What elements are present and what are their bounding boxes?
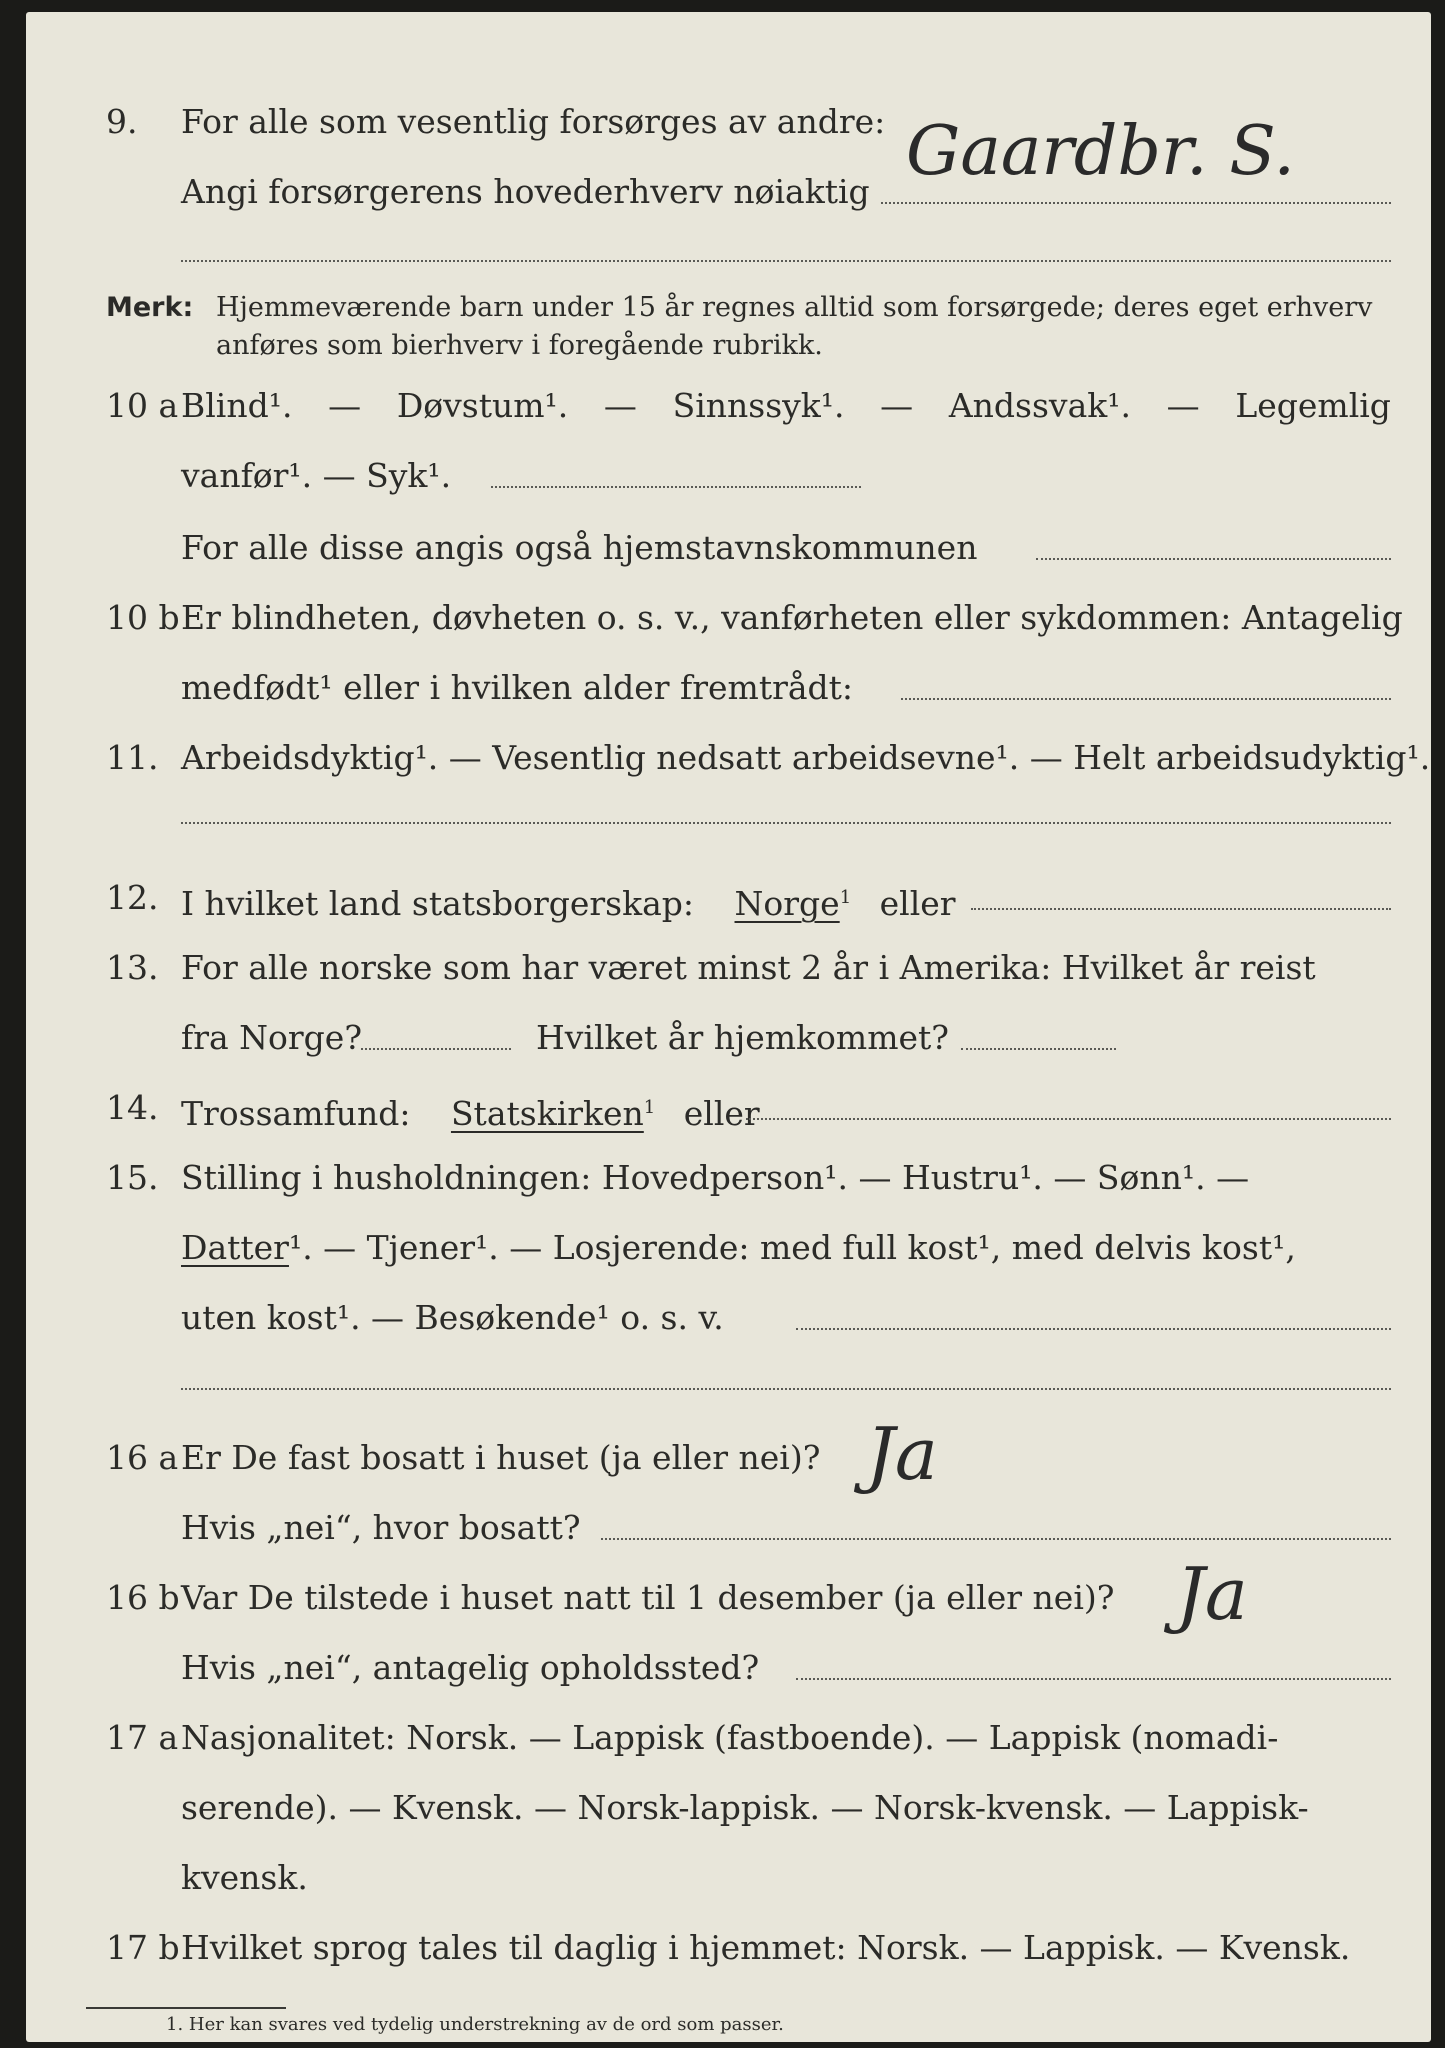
q17b-text-1: Hvilket sprog tales til daglig i hjemmet: Norsk. — Lappisk. — Kvensk.: [181, 1928, 1351, 1967]
q14-suffix: eller: [683, 1094, 760, 1133]
q12-underlined-answer: Norge: [734, 884, 840, 923]
q13-departure-line: [361, 1048, 511, 1050]
q11-answer-line: [181, 822, 1391, 824]
q10a-option: Døvstum¹.: [396, 386, 569, 425]
q17a-text-2: serende). — Kvensk. — Norsk-lappisk. — Norsk-kvensk. — Lappisk-: [181, 1788, 1309, 1827]
q16b-text-2: Hvis „nei“, antagelig opholdssted?: [181, 1648, 760, 1687]
q12-suffix: eller: [879, 884, 956, 923]
merk-label: Merk:: [106, 292, 194, 323]
q13-number: 13.: [106, 948, 159, 987]
q15-extra-line: [181, 1388, 1391, 1390]
q14-prefix: Trossamfund:: [181, 1094, 411, 1133]
q10a-hometown-line: [1036, 558, 1391, 560]
q12-answer-line: [971, 908, 1391, 910]
q10a-answer-line: [491, 486, 861, 488]
q16a-answer-line: [601, 1538, 1391, 1540]
q10a-dash: —: [328, 386, 362, 425]
q15-text-2-rest: ¹. — Tjener¹. — Losjerende: med full kost¹, med delvis kost¹,: [288, 1228, 1296, 1267]
q10a-dash: —: [1166, 386, 1200, 425]
q10b-text-2: medfødt¹ eller i hvilken alder fremtrådt:: [181, 668, 854, 707]
merk-text-2: anføres som bierhverv i foregående rubrikk.: [216, 330, 823, 361]
q15-text-3: uten kost¹. — Besøkende¹ o. s. v.: [181, 1298, 724, 1337]
q13-text-1: For alle norske som har været minst 2 år i Amerika: Hvilket år reist: [181, 948, 1316, 987]
q12-text: [181, 878, 956, 924]
q16b-number: 16 b: [106, 1578, 180, 1617]
q9-handwritten-answer: Gaardbr. S.: [906, 112, 1296, 191]
q14-text: [181, 1088, 760, 1134]
q14-number: 14.: [106, 1088, 159, 1127]
q16a-number: 16 a: [106, 1438, 179, 1477]
q9-answer-line: [881, 202, 1391, 204]
q9-extra-line: [181, 260, 1391, 262]
q17a-number: 17 a: [106, 1718, 179, 1757]
q12-prefix: I hvilket land statsborgerskap:: [181, 884, 695, 923]
q10a-dash: —: [603, 386, 637, 425]
q16b-handwritten-answer: Ja: [1176, 1552, 1248, 1636]
q11-text: Arbeidsdyktig¹. — Vesentlig nedsatt arbeidsevne¹. — Helt arbeidsudyktig¹.: [181, 738, 1431, 777]
q10a-dash: —: [880, 386, 914, 425]
q17b-number: 17 b: [106, 1928, 180, 1967]
q16a-handwritten-answer: Ja: [866, 1412, 938, 1496]
q13-return-line: [961, 1048, 1116, 1050]
q14-answer-line: [746, 1118, 1391, 1120]
q17a-text-3: kvensk.: [181, 1858, 308, 1897]
merk-text-1: Hjemmeværende barn under 15 år regnes alltid som forsørgede; deres eget erhverv: [216, 292, 1373, 323]
q15-answer-line: [796, 1328, 1391, 1330]
q16b-answer-line: [796, 1678, 1391, 1680]
q15-text-2: [181, 1228, 1296, 1268]
q17a-text-1: Nasjonalitet: Norsk. — Lappisk (fastboende). — Lappisk (nomadi-: [181, 1718, 1279, 1757]
q10a-options: [181, 386, 1391, 426]
q10a-option: Blind¹.: [181, 386, 293, 425]
q16a-text-1: Er De fast bosatt i huset (ja eller nei)?: [181, 1438, 821, 1477]
census-form-page: [26, 12, 1431, 2042]
q14-footnote-mark: 1: [643, 1097, 656, 1118]
q12-number: 12.: [106, 878, 159, 917]
q9-question: For alle som vesentlig forsørges av andre:: [181, 102, 886, 141]
q11-number: 11.: [106, 738, 159, 777]
q16a-text-2: Hvis „nei“, hvor bosatt?: [181, 1508, 581, 1547]
q10a-text-2: vanfør¹. — Syk¹.: [181, 456, 452, 495]
q15-number: 15.: [106, 1158, 159, 1197]
q10a-text-3: For alle disse angis også hjemstavnskommunen: [181, 528, 978, 567]
footnote-rule: [86, 2007, 286, 2009]
q10a-number: 10 a: [106, 386, 179, 425]
q12-footnote-mark: 1: [839, 887, 852, 908]
q10b-text-1: Er blindheten, døvheten o. s. v., vanførheten eller sykdommen: Antagelig: [181, 598, 1403, 637]
q10b-answer-line: [901, 698, 1391, 700]
q10a-option: Andssvak¹.: [948, 386, 1131, 425]
q10a-option: Sinnssyk¹.: [672, 386, 845, 425]
q10a-option: Legemlig: [1235, 386, 1391, 425]
q9-number: 9.: [106, 102, 138, 141]
q13-text-2b: Hvilket år hjemkommet?: [536, 1018, 949, 1057]
q10b-number: 10 b: [106, 598, 180, 637]
q16b-text-1: Var De tilstede i huset natt til 1 desember (ja eller nei)?: [181, 1578, 1115, 1617]
footnote-text: 1. Her kan svares ved tydelig understrekning av de ord som passer.: [166, 2014, 784, 2035]
q15-underlined-answer: Datter: [181, 1228, 289, 1267]
q9-question-2: Angi forsørgerens hovederhverv nøiaktig: [181, 172, 870, 211]
q14-underlined-answer: Statskirken: [450, 1094, 644, 1133]
q15-text-1: Stilling i husholdningen: Hovedperson¹. — Hustru¹. — Sønn¹. —: [181, 1158, 1250, 1197]
q13-text-2a: fra Norge?: [181, 1018, 363, 1057]
